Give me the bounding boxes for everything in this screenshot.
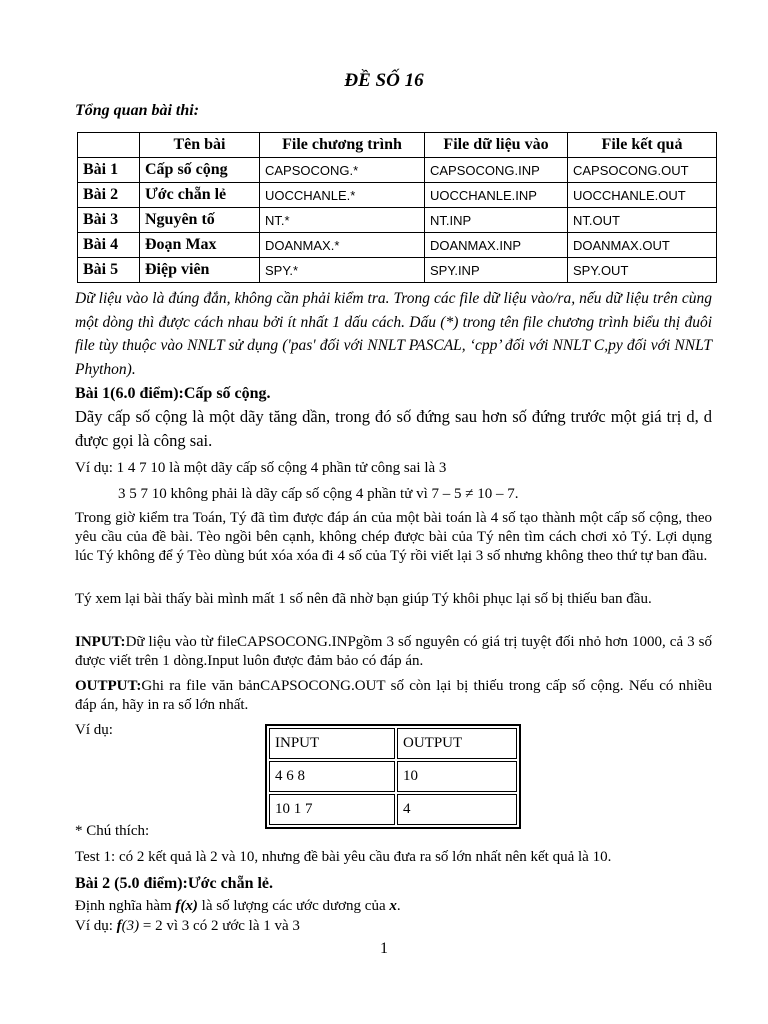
def-prefix: Định nghĩa hàm [75, 898, 176, 914]
bai1-input-spec [75, 633, 712, 671]
program-file: NT.* [260, 208, 425, 233]
def-end: . [396, 898, 401, 914]
table-row [78, 258, 717, 283]
ex-func-arg: (3) [121, 918, 140, 934]
header-cell: Tên bài [140, 133, 260, 158]
output-file: NT.OUT [568, 208, 717, 233]
summary-table [77, 132, 717, 283]
page-title: ĐỀ SỐ 16 [344, 70, 424, 91]
def-func: f(x) [175, 898, 198, 914]
ex-func-f: f [116, 918, 122, 934]
program-file: UOCCHANLE.* [260, 183, 425, 208]
header-cell: File dữ liệu vào [425, 133, 568, 158]
problem-name: Điệp viên [140, 258, 260, 283]
general-note: Dữ liệu vào là đúng đắn, không cần phải kiểm tra. Trong các file dữ liệu vào/ra, nếu dữ liệu trên cùng một dòng thì được cách nhau bởi ít nhất 1 dấu cách. Dấu (*) trong tên file chương trình biểu thị đuôi file tùy thuộc vào NNLT sử dụng ('pas' đối với NNLT PASCAL, ‘cpp’ đối với NNLT C,py đối với NNLT Phython). [75, 290, 712, 378]
io-cell: 10 [397, 761, 517, 792]
bai1-example-line2: 3 5 7 10 không phải là dãy cấp số cộng 4 phần tử vì 7 – 5 ≠ 10 – 7. [118, 486, 519, 502]
io-cell: 4 6 8 [269, 761, 395, 792]
problem-code: Bài 5 [78, 258, 140, 283]
input-file: NT.INP [425, 208, 568, 233]
bai1-example-line1: Ví dụ: 1 4 7 10 là một dãy cấp số cộng 4 phần tử công sai là 3 [75, 460, 447, 476]
io-header-output: OUTPUT [397, 728, 517, 759]
output-label: OUTPUT: [75, 678, 142, 694]
bai2-heading: Bài 2 (5.0 điểm):Ước chẵn lẻ. [75, 875, 274, 892]
program-file: CAPSOCONG.* [260, 158, 425, 183]
header-cell: File chương trình [260, 133, 425, 158]
bai1-definition: Dãy cấp số cộng là một dãy tăng dần, trong đó số đứng sau hơn số đứng trước một giá trị d, d được gọi là công sai. [75, 407, 712, 450]
table-row [78, 183, 717, 208]
summary-header-row [78, 133, 717, 158]
problem-name: Ước chẵn lẻ [140, 183, 260, 208]
table-row [78, 208, 717, 233]
bai1-note-text: Test 1: có 2 kết quả là 2 và 10, nhưng đề bài yêu cầu đưa ra số lớn nhất nên kết quả là 10. [75, 849, 612, 865]
header-cell [78, 133, 140, 158]
bai1-story: Trong giờ kiểm tra Toán, Tý đã tìm được đáp án của một bài toán là 4 số tạo thành một cấp số cộng, theo yêu cầu của đề bài. Tèo ngồi bên cạnh, không chép được bài của Tý nên tìm cách chơi xỏ Tý. Lợi dụng lúc Tý không để ý Tèo dùng bút xóa xóa đi 4 số của Tý rồi viết lại 3 số nhưng không theo thứ tự ban đầu. [75, 510, 712, 564]
io-header-input: INPUT [269, 728, 395, 759]
def-mid: là số lượng các ước dương của [197, 898, 390, 914]
output-file: UOCCHANLE.OUT [568, 183, 717, 208]
table-row [269, 794, 517, 825]
header-cell: File kết quả [568, 133, 717, 158]
program-file: SPY.* [260, 258, 425, 283]
input-file: SPY.INP [425, 258, 568, 283]
def-var: x [389, 898, 397, 914]
table-row [78, 158, 717, 183]
problem-code: Bài 2 [78, 183, 140, 208]
bai1-example-label: Ví dụ: [75, 722, 113, 738]
table-row [78, 233, 717, 258]
overview-heading: Tổng quan bài thi: [75, 102, 200, 119]
table-row [269, 728, 517, 759]
problem-code: Bài 4 [78, 233, 140, 258]
problem-name: Nguyên tố [140, 208, 260, 233]
output-file: SPY.OUT [568, 258, 717, 283]
bai1-note-label: * Chú thích: [75, 823, 150, 839]
input-label: INPUT: [75, 634, 126, 650]
page-number: 1 [380, 940, 388, 957]
table-row [269, 761, 517, 792]
bai1-story-2: Tý xem lại bài thấy bài mình mất 1 số nên đã nhờ bạn giúp Tý khôi phục lại số bị thiếu ban đầu. [75, 591, 652, 607]
io-cell: 10 1 7 [269, 794, 395, 825]
bai2-definition [75, 897, 712, 916]
ex-prefix: Ví dụ: [75, 918, 117, 934]
bai1-heading: Bài 1(6.0 điểm):Cấp số cộng. [75, 385, 271, 402]
io-example-table [265, 724, 521, 829]
output-file: DOANMAX.OUT [568, 233, 717, 258]
input-file: DOANMAX.INP [425, 233, 568, 258]
problem-name: Cấp số cộng [140, 158, 260, 183]
output-file: CAPSOCONG.OUT [568, 158, 717, 183]
problem-code: Bài 1 [78, 158, 140, 183]
io-cell: 4 [397, 794, 517, 825]
bai2-example [75, 917, 712, 936]
bai1-output-spec [75, 677, 712, 715]
output-text: Ghi ra file văn bảnCAPSOCONG.OUT số còn lại bị thiếu trong cấp số cộng. Nếu có nhiều đáp án, hãy in ra số lớn nhất. [75, 678, 712, 713]
input-text: Dữ liệu vào từ fileCAPSOCONG.INPgồm 3 số nguyên có giá trị tuyệt đối nhỏ hơn 1000, cả 3 số được viết trên 1 dòng.Input luôn được đảm bảo có đáp án. [75, 634, 712, 669]
input-file: CAPSOCONG.INP [425, 158, 568, 183]
problem-name: Đoạn Max [140, 233, 260, 258]
ex-rest: = 2 vì 3 có 2 ước là 1 và 3 [139, 918, 300, 934]
program-file: DOANMAX.* [260, 233, 425, 258]
problem-code: Bài 3 [78, 208, 140, 233]
input-file: UOCCHANLE.INP [425, 183, 568, 208]
